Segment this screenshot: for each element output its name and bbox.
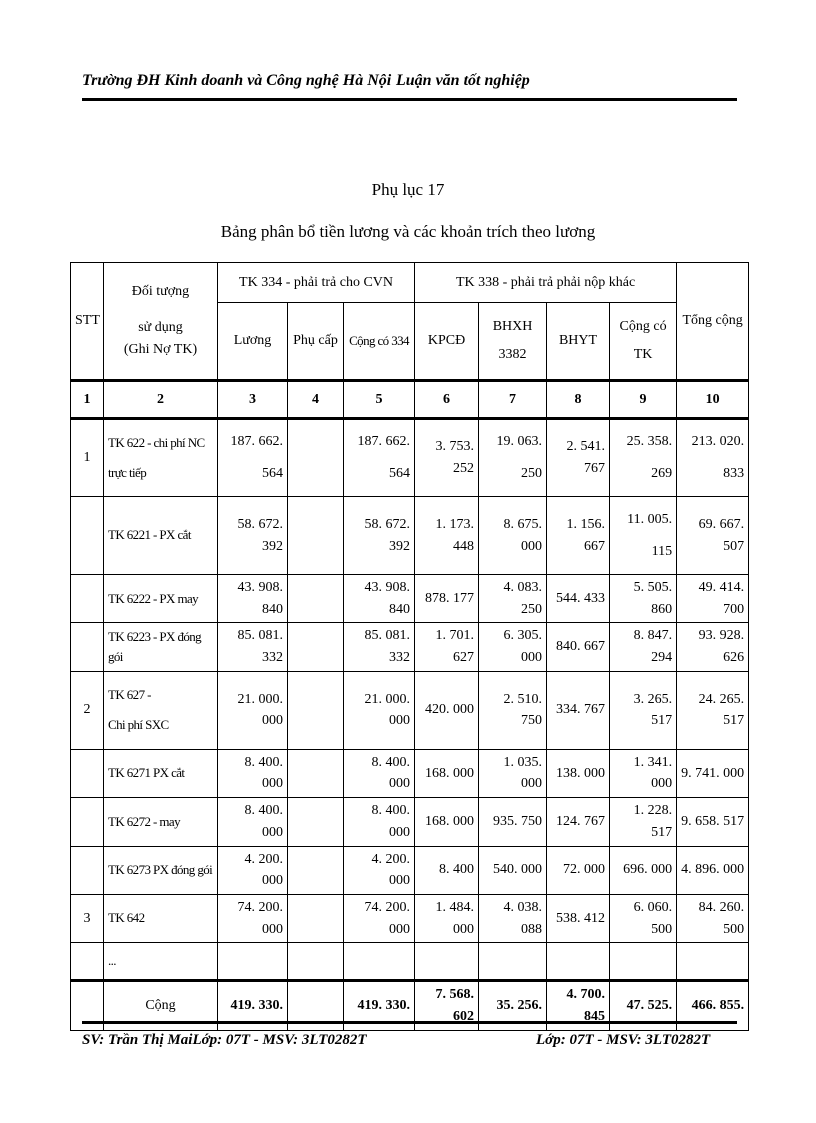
- column-number: 6: [415, 381, 479, 419]
- cell-bhxh-line: 2. 510. 750: [503, 691, 543, 729]
- cell-congtk-line: 1. 341. 000: [633, 754, 673, 792]
- cell-cong334: [344, 749, 415, 797]
- header-bhxh-line2: 3382: [498, 347, 527, 362]
- cell-total: [677, 497, 749, 575]
- cell-cong334: [344, 846, 415, 894]
- header-object: [104, 263, 218, 381]
- cell-phucap: [288, 846, 344, 894]
- cell-luong: [218, 671, 288, 749]
- cell-kpcd: 3. 753. 252: [415, 419, 479, 497]
- header-stt: STT: [71, 263, 104, 381]
- cell-bhyt: 538. 412: [547, 894, 610, 942]
- cell-congtk: [610, 943, 677, 981]
- cell-cong334-line: 58. 672. 392: [364, 516, 411, 554]
- column-number-row: [71, 381, 749, 419]
- cell-luong: [218, 419, 288, 497]
- cell-phucap: [288, 749, 344, 797]
- cell-luong-line: 8. 400. 000: [244, 803, 283, 840]
- cell-bhxh: [479, 671, 547, 749]
- cell-bhxh: [479, 943, 547, 981]
- cell-name: [104, 894, 218, 942]
- cell-cong334: [344, 894, 415, 942]
- cell-name-line: ...: [108, 953, 116, 969]
- cell-cong334-line: 74. 200. 000: [364, 899, 411, 937]
- cell-congtk-line: 269: [651, 466, 673, 481]
- cell-congtk-line: 1. 228. 517: [633, 803, 673, 840]
- header-rule: [82, 98, 737, 101]
- header-total: Tổng cộng: [677, 263, 749, 381]
- cell-phucap: [288, 798, 344, 846]
- table-row: [71, 623, 749, 671]
- header-object-line3: (Ghi Nợ TK): [123, 341, 198, 357]
- cell-luong: [218, 798, 288, 846]
- cell-bhyt: 1. 156. 667: [547, 497, 610, 575]
- cell-cong334: [344, 497, 415, 575]
- cell-luong: [218, 943, 288, 981]
- header-kpcd: KPCĐ: [415, 303, 479, 381]
- cell-name-line: TK 6222 - PX may: [108, 590, 199, 606]
- cell-name-line: TK 627 -: [108, 687, 151, 703]
- total-cong334: 419. 330.: [344, 981, 415, 1030]
- cell-phucap: [288, 419, 344, 497]
- cell-congtk: [610, 798, 677, 846]
- cell-total-line: 24. 265. 517: [698, 691, 745, 729]
- cell-cong334-line: 21. 000. 000: [364, 691, 411, 729]
- table-row: [71, 419, 749, 497]
- cell-bhxh-line: 6. 305. 000: [503, 628, 543, 666]
- cell-name: [104, 419, 218, 497]
- column-number: 1: [71, 381, 104, 419]
- cell-congtk-line: 25. 358.: [626, 434, 673, 450]
- cell-name: [104, 943, 218, 981]
- cell-stt: 1: [71, 419, 104, 497]
- cell-bhxh-line: 4. 083. 250: [503, 580, 543, 617]
- cell-stt: [71, 846, 104, 894]
- cell-phucap: [288, 671, 344, 749]
- cell-cong334: [344, 943, 415, 981]
- cell-phucap: [288, 894, 344, 942]
- cell-luong: [218, 846, 288, 894]
- cell-luong-line: 4. 200. 000: [244, 851, 283, 889]
- cell-cong334-line: 85. 081. 332: [364, 628, 411, 666]
- cell-total-line: 4. 896. 000: [681, 862, 745, 878]
- cell-total-line: 9. 658. 517: [681, 813, 745, 829]
- cell-name: [104, 497, 218, 575]
- cell-luong: [218, 623, 288, 671]
- cell-name-line: TK 642: [108, 910, 145, 926]
- cell-bhxh-line: 8. 675. 000: [503, 516, 543, 554]
- cell-cong334-line: 8. 400. 000: [371, 803, 411, 840]
- cell-total: [677, 846, 749, 894]
- cell-bhyt: 840. 667: [547, 623, 610, 671]
- cell-name: [104, 749, 218, 797]
- cell-bhxh-line: 935. 750: [493, 813, 543, 829]
- cell-bhxh-line: 540. 000: [493, 862, 543, 878]
- table-row: [71, 943, 749, 981]
- cell-bhxh-line: 19. 063.: [496, 434, 543, 450]
- header-tk334: TK 334 - phải trả cho CVN: [218, 263, 415, 303]
- cell-stt: [71, 575, 104, 623]
- total-bhxh: 35. 256.: [479, 981, 547, 1030]
- cell-luong-line: 43. 908. 840: [237, 580, 283, 617]
- cell-total-line: 84. 260. 500: [698, 899, 745, 937]
- cell-name-line: TK 6272 - may: [108, 813, 180, 829]
- cell-congtk: [610, 671, 677, 749]
- cell-total: [677, 623, 749, 671]
- cell-cong334: [344, 623, 415, 671]
- table-row: [71, 894, 749, 942]
- cell-bhyt: 544. 433: [547, 575, 610, 623]
- cell-kpcd: 878. 177: [415, 575, 479, 623]
- cell-bhyt: 72. 000: [547, 846, 610, 894]
- header-phucap: Phụ cấp: [288, 303, 344, 381]
- appendix-title: Phụ lục 17: [371, 180, 445, 199]
- cell-luong: [218, 497, 288, 575]
- footer-rule: [82, 1021, 737, 1024]
- header-thesis-label: Luận văn tốt nghiệp: [396, 72, 530, 89]
- header-luong: Lương: [218, 303, 288, 381]
- cell-luong: [218, 894, 288, 942]
- cell-bhxh: [479, 497, 547, 575]
- cell-phucap: [288, 623, 344, 671]
- cell-bhxh: [479, 846, 547, 894]
- footer-student: SV: Trần Thị MaiLớp: 07T - MSV: 3LT0282T: [82, 1032, 367, 1048]
- cell-name-line: TK 622 - chi phí NC: [108, 434, 205, 450]
- cell-stt: [71, 749, 104, 797]
- footer-class: Lớp: 07T - MSV: 3LT0282T: [536, 1032, 711, 1048]
- cell-luong-line: 58. 672. 392: [237, 516, 283, 554]
- table-row: [71, 749, 749, 797]
- cell-total: [677, 575, 749, 623]
- cell-bhxh: [479, 894, 547, 942]
- cell-name-line: Chi phí SXC: [108, 717, 169, 733]
- cell-name-line: TK 6271 PX cắt: [108, 765, 185, 781]
- cell-congtk: [610, 497, 677, 575]
- table-row: [71, 846, 749, 894]
- cell-bhxh: [479, 749, 547, 797]
- cell-kpcd: 420. 000: [415, 671, 479, 749]
- table-header-row: [71, 263, 749, 303]
- cell-congtk: [610, 846, 677, 894]
- cell-cong334: [344, 798, 415, 846]
- column-number: 9: [610, 381, 677, 419]
- cell-congtk-line: 8. 847. 294: [633, 628, 673, 666]
- cell-stt: 2: [71, 671, 104, 749]
- total-luong: 419. 330.: [218, 981, 288, 1030]
- salary-allocation-table: [70, 262, 749, 1031]
- cell-bhyt: 334. 767: [547, 671, 610, 749]
- cell-cong334: [344, 671, 415, 749]
- cell-stt: [71, 497, 104, 575]
- cell-name-line: trực tiếp: [108, 465, 147, 480]
- cell-kpcd: 8. 400: [415, 846, 479, 894]
- column-number: 2: [104, 381, 218, 419]
- header-tk338: TK 338 - phải trả phải nộp khác: [415, 263, 677, 303]
- cell-cong334-line: 8. 400. 000: [371, 754, 411, 792]
- cell-bhxh: [479, 575, 547, 623]
- cell-stt: [71, 943, 104, 981]
- cell-luong-line: 187. 662.: [230, 434, 283, 450]
- cell-name-line: TK 6273 PX đóng gói: [108, 862, 213, 878]
- cell-luong-line: 8. 400. 000: [244, 754, 283, 792]
- header-school-name: Trường ĐH Kinh doanh và Công nghệ Hà Nội: [82, 72, 392, 89]
- table-row: [71, 798, 749, 846]
- cell-total-line: 213. 020.: [691, 434, 745, 450]
- table-row: [71, 671, 749, 749]
- cell-congtk: [610, 623, 677, 671]
- cell-bhxh: [479, 419, 547, 497]
- cell-bhyt: 2. 541. 767: [547, 419, 610, 497]
- cell-congtk-line: 6. 060. 500: [633, 899, 673, 937]
- column-number: 10: [677, 381, 749, 419]
- cell-kpcd: 168. 000: [415, 798, 479, 846]
- cell-name: [104, 846, 218, 894]
- cell-luong-line: 85. 081. 332: [237, 628, 283, 666]
- header-cong334: Cộng có 334: [344, 303, 415, 381]
- cell-name-line: TK 6221 - PX cắt: [108, 527, 191, 543]
- cell-total: [677, 943, 749, 981]
- cell-total-line: 69. 667. 507: [698, 516, 745, 554]
- cell-congtk-line: 5. 505. 860: [633, 580, 673, 617]
- cell-congtk: [610, 894, 677, 942]
- cell-phucap: [288, 943, 344, 981]
- cell-total-line: 93. 928. 626: [698, 628, 745, 666]
- table-caption: Bảng phân bổ tiền lương và các khoản trích theo lương: [220, 222, 596, 241]
- cell-cong334-line: 4. 200. 000: [371, 851, 411, 889]
- cell-congtk: [610, 419, 677, 497]
- cell-kpcd: 168. 000: [415, 749, 479, 797]
- cell-total: [677, 798, 749, 846]
- table-row: [71, 575, 749, 623]
- total-total: 466. 855.: [677, 981, 749, 1030]
- cell-cong334: [344, 419, 415, 497]
- column-number: 4: [288, 381, 344, 419]
- cell-luong-line: 564: [262, 466, 283, 481]
- cell-name: [104, 575, 218, 623]
- cell-congtk: [610, 575, 677, 623]
- cell-congtk-line: 696. 000: [623, 862, 673, 878]
- total-kpcd: 7. 568. 602: [415, 981, 479, 1030]
- cell-bhxh: [479, 623, 547, 671]
- cell-cong334-line: 564: [389, 466, 411, 481]
- cell-kpcd: 1. 173. 448: [415, 497, 479, 575]
- header-congtk-line1: Cộng có: [619, 319, 667, 335]
- cell-stt: [71, 623, 104, 671]
- header-bhyt: BHYT: [547, 303, 610, 381]
- cell-total: [677, 419, 749, 497]
- header-object-line1: Đối tượng: [131, 284, 190, 300]
- cell-phucap: [288, 497, 344, 575]
- cell-name-line: TK 6223 - PX đóng gói: [108, 628, 202, 665]
- header-bhxh: [479, 303, 547, 381]
- cell-bhxh-line: 250: [521, 466, 543, 481]
- cell-phucap: [288, 575, 344, 623]
- cell-name: [104, 798, 218, 846]
- cell-bhyt: 138. 000: [547, 749, 610, 797]
- cell-bhxh-line: 1. 035. 000: [503, 754, 543, 792]
- cell-kpcd: [415, 943, 479, 981]
- cell-kpcd: 1. 701. 627: [415, 623, 479, 671]
- cell-luong: [218, 749, 288, 797]
- cell-total: [677, 749, 749, 797]
- cell-total-line: 833: [723, 466, 745, 481]
- column-number: 5: [344, 381, 415, 419]
- cell-total-line: 49. 414. 700: [698, 580, 745, 617]
- header-congtk: [610, 303, 677, 381]
- total-label: Cộng: [104, 981, 218, 1030]
- column-number: 7: [479, 381, 547, 419]
- cell-bhxh-line: 4. 038. 088: [503, 899, 543, 937]
- cell-name: [104, 671, 218, 749]
- cell-bhyt: [547, 943, 610, 981]
- total-congtk: 47. 525.: [610, 981, 677, 1030]
- total-bhyt: 4. 700. 845: [547, 981, 610, 1030]
- header-object-line2: sử dụng: [138, 320, 183, 336]
- cell-kpcd: 1. 484. 000: [415, 894, 479, 942]
- cell-congtk: [610, 749, 677, 797]
- header-bhxh-line1: BHXH: [492, 319, 533, 335]
- cell-cong334: [344, 575, 415, 623]
- cell-total: [677, 671, 749, 749]
- cell-bhyt: 124. 767: [547, 798, 610, 846]
- cell-stt: 3: [71, 894, 104, 942]
- cell-cong334-line: 187. 662.: [357, 434, 411, 450]
- column-number: 3: [218, 381, 288, 419]
- cell-luong-line: 21. 000. 000: [237, 691, 283, 729]
- cell-cong334-line: 43. 908. 840: [364, 580, 411, 617]
- cell-congtk-line: 115: [651, 543, 673, 559]
- cell-congtk-line: 11. 005.: [627, 511, 673, 527]
- cell-congtk-line: 3. 265. 517: [633, 691, 673, 729]
- cell-luong-line: 74. 200. 000: [237, 899, 283, 937]
- cell-stt: [71, 798, 104, 846]
- cell-bhxh: [479, 798, 547, 846]
- cell-name: [104, 623, 218, 671]
- cell-total: [677, 894, 749, 942]
- header-congtk-line2: TK: [633, 347, 653, 362]
- cell-total-line: 9. 741. 000: [681, 765, 745, 781]
- column-number: 8: [547, 381, 610, 419]
- table-row: [71, 497, 749, 575]
- cell-luong: [218, 575, 288, 623]
